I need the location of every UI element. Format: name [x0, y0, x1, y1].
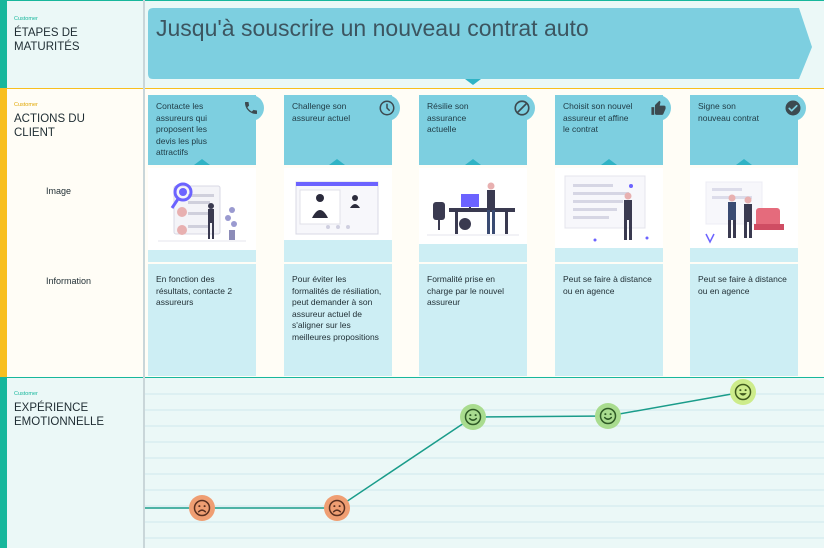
label-column-divider [143, 0, 145, 548]
row-title-line1: ÉTAPES DE [14, 27, 78, 39]
image-sub-label: Image [46, 186, 72, 196]
emotion-grid [145, 378, 824, 548]
image-bottom-tint [284, 240, 392, 262]
action-notch [329, 159, 345, 165]
check-circle-icon [780, 95, 806, 121]
customer-tag: Customer [14, 102, 38, 108]
phone-icon [238, 95, 264, 121]
action-notch [194, 159, 210, 165]
illustration-meeting [690, 168, 798, 248]
image-bottom-tint [419, 244, 527, 262]
illustration-dashboard [555, 168, 663, 248]
very-happy-face-icon [730, 379, 756, 405]
happy-face-icon [595, 403, 621, 429]
forbidden-icon [509, 95, 535, 121]
illustration-desk [419, 168, 527, 244]
maturity-row-label [7, 0, 143, 88]
illustration-video-call [284, 168, 392, 240]
action-card [148, 95, 256, 165]
action-text: Contacte les assureurs qui proposent les devis les plus attractifs [156, 101, 208, 157]
image-bottom-tint [555, 248, 663, 262]
action-card [555, 95, 663, 165]
row-title-line2: MATURITÉS [14, 41, 80, 53]
info-box: Peut se faire à distance ou en agence [555, 264, 663, 376]
action-text: Challenge son assureur actuel [292, 101, 351, 123]
action-text: Choisit son nouvel assureur et affine le contrat [563, 101, 633, 134]
actions-row-label [7, 88, 143, 377]
information-sub-label: Information [46, 276, 92, 286]
emotion-band [0, 377, 7, 548]
clock-icon [374, 95, 400, 121]
emotion-row-label [7, 377, 143, 548]
row-title-line1: EXPÉRIENCE [14, 402, 89, 414]
action-card [284, 95, 392, 165]
row-title-line1: ACTIONS DU [14, 113, 85, 125]
maturity-band [0, 0, 7, 88]
action-text: Signe son nouveau contrat [698, 101, 759, 123]
action-notch [601, 159, 617, 165]
sad-face-icon [189, 495, 215, 521]
info-box: En fonction des résultats, contacte 2 assureurs [148, 264, 256, 376]
info-box: Formalité prise en charge par le nouvel assureur [419, 264, 527, 376]
info-box: Peut se faire à distance ou en agence [690, 264, 798, 376]
sad-face-icon [324, 495, 350, 521]
row-title-line2: EMOTIONNELLE [14, 416, 105, 428]
actions-band [0, 88, 7, 377]
happy-face-icon [460, 404, 486, 430]
action-notch [736, 159, 752, 165]
action-text: Résilie son assurance actuelle [427, 101, 469, 134]
illustration-search [148, 168, 256, 250]
info-box: Pour éviter les formalités de résiliation, peut demander à son assureur actuel de s'aligner sur les meilleures propositions [284, 264, 392, 376]
action-card [419, 95, 527, 165]
action-notch [465, 159, 481, 165]
row-title-line2: CLIENT [14, 127, 55, 139]
image-bottom-tint [148, 250, 256, 262]
action-card [690, 95, 798, 165]
banner-title: Jusqu'à souscrire un nouveau contrat auto [156, 15, 589, 41]
thumbs-up-icon [645, 95, 671, 121]
image-bottom-tint [690, 248, 798, 262]
customer-tag: Customer [14, 391, 38, 397]
customer-tag: Customer [14, 16, 38, 22]
